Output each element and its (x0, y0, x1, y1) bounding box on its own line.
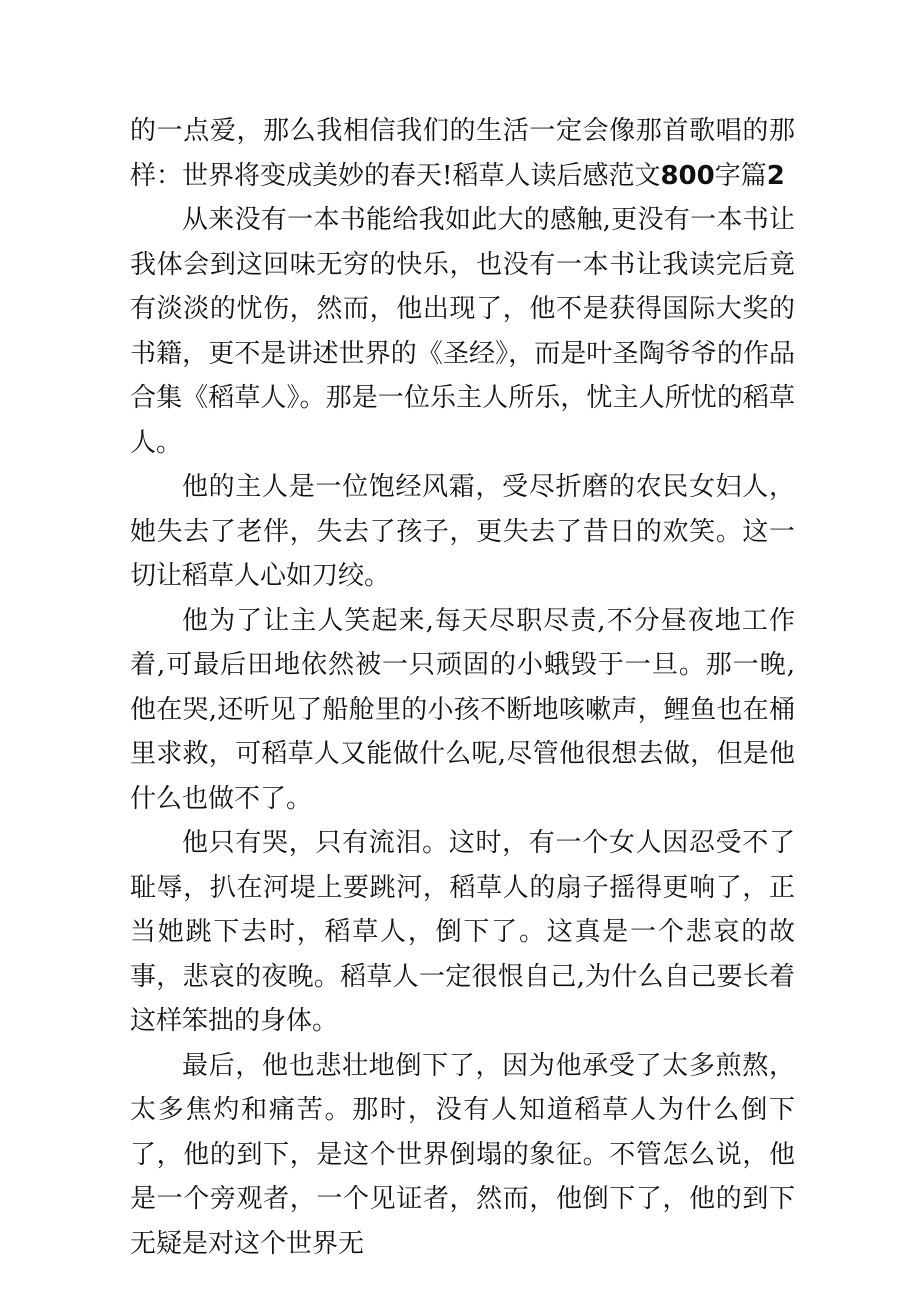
heading-number: 800 (660, 160, 715, 191)
heading-tail: 字篇 (714, 160, 767, 191)
opening-paragraph (130, 109, 795, 198)
paragraph: 他只有哭，只有流泪。这时，有一个女人因忍受不了耻辱，扒在河堤上要跳河，稻草人的扇子摇得更响了，正当她跳下去时，稻草人，倒下了。这真是一个悲哀的故事，悲哀的夜晚。稻草人一定很恨自己,为什么自己要长着这样笨拙的身体。 (130, 828, 795, 1036)
paragraph: 从来没有一本书能给我如此大的感触,更没有一本书让我体会到这回味无穷的快乐，也没有一本书让我读完后竟有淡淡的忧伤，然而，他出现了，他不是获得国际大奖的书籍，更不是讲述世界的《圣经》，而是叶圣陶爷爷的作品合集《稻草人》。那是一位乐主人所乐，忧主人所忧的稻草人。 (130, 205, 795, 458)
document-body (130, 109, 795, 1266)
paragraph: 最后，他也悲壮地倒下了，因为他承受了太多煎熬，太多焦灼和痛苦。那时，没有人知道稻草人为什么倒下了，他的到下，是这个世界倒塌的象征。不管怎么说，他是一个旁观者，一个见证者，然而，他倒下了，他的到下无疑是对这个世界无 (130, 1050, 795, 1259)
paragraph: 他的主人是一位饱经风霜，受尽折磨的农民女妇人，她失去了老伴，失去了孩子，更失去了昔日的欢笑。这一切让稻草人心如刀绞。 (130, 472, 795, 591)
heading-index: 2 (766, 160, 785, 191)
opening-text: 的一点爱，那么我相信我们的生活一定会像那首歌唱的那样：世界将变成美妙的春天!稻草人读后感范文 (130, 116, 795, 191)
paragraph: 他为了让主人笑起来,每天尽职尽责,不分昼夜地工作着,可最后田地依然被一只顽固的小蛾毁于一旦。那一晚,他在哭,还听见了船舱里的小孩不断地咳嗽声，鲤鱼也在桶里求救，可稻草人又能做什么呢,尽管他很想去做，但是他什么也做不了。 (130, 605, 795, 814)
